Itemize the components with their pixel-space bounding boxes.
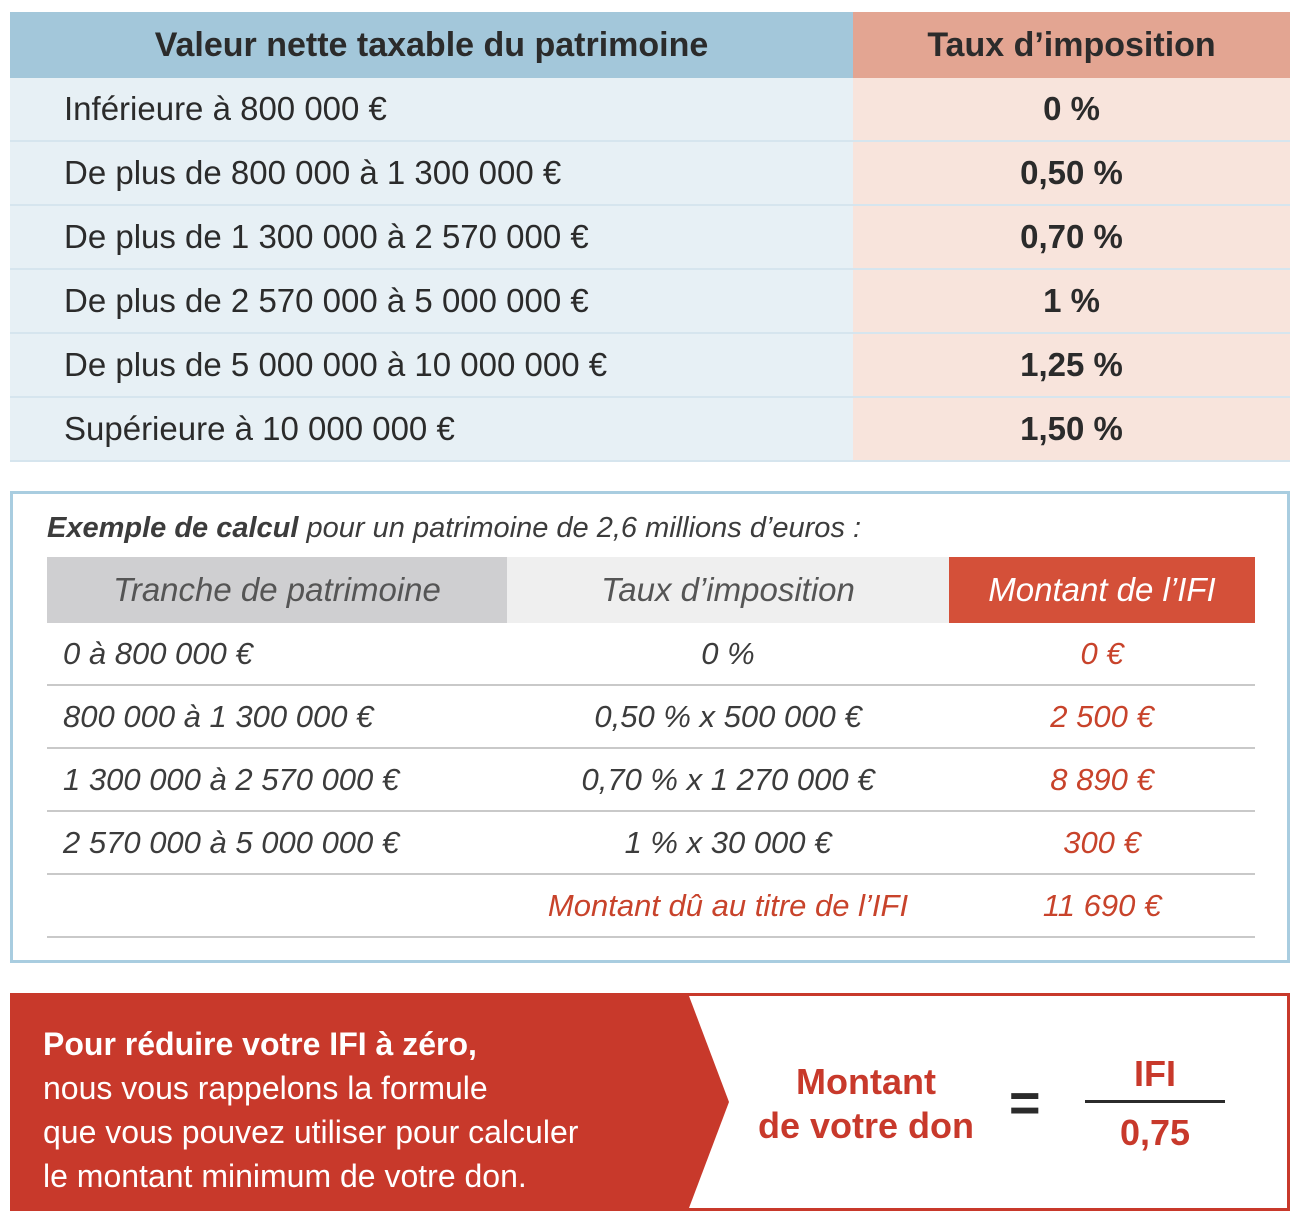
- amount-cell: 300 €: [1063, 824, 1141, 860]
- table-row: [47, 623, 1255, 686]
- formula-text-line: que vous pouvez utiliser pour calculer: [43, 1114, 579, 1150]
- bracket-cell: De plus de 1 300 000 à 2 570 000 €: [10, 206, 853, 268]
- header-tax-rate: Taux d’imposition: [853, 12, 1290, 78]
- amount-cell: 0 €: [1080, 635, 1124, 671]
- donation-label-line2: de votre don: [757, 1105, 975, 1146]
- bracket-cell: 800 000 à 1 300 000 €: [63, 698, 374, 734]
- bracket-cell: Supérieure à 10 000 000 €: [10, 398, 853, 460]
- rate-cell: 1,25 %: [853, 334, 1290, 396]
- header-amount: Montant de l’IFI: [949, 557, 1255, 623]
- amount-cell: 8 890 €: [1050, 761, 1154, 797]
- table-row: [47, 686, 1255, 749]
- bracket-cell: 1 300 000 à 2 570 000 €: [63, 761, 400, 797]
- total-amount: 11 690 €: [1042, 887, 1162, 923]
- rate-cell: 0,70 %: [853, 206, 1290, 268]
- calc-cell: 0,70 % x 1 270 000 €: [581, 761, 875, 797]
- example-title: [47, 512, 861, 545]
- amount-cell: 2 500 €: [1050, 698, 1154, 734]
- bracket-cell: Inférieure à 800 000 €: [10, 78, 853, 140]
- header-net-value: Valeur nette taxable du patrimoine: [10, 12, 853, 78]
- calc-cell: 0 %: [701, 635, 755, 671]
- formula-text-line: nous vous rappelons la formule: [43, 1070, 488, 1106]
- bracket-cell: De plus de 2 570 000 à 5 000 000 €: [10, 270, 853, 332]
- example-title-rest: pour un patrimoine de 2,6 millions d’euros :: [298, 512, 862, 544]
- formula-banner: [10, 993, 1290, 1211]
- calc-cell: 0,50 % x 500 000 €: [594, 698, 862, 734]
- rate-cell: 1 %: [853, 270, 1290, 332]
- equals-sign: =: [1009, 1073, 1041, 1133]
- bracket-cell: 0 à 800 000 €: [63, 635, 253, 671]
- header-rate: Taux d’imposition: [507, 557, 949, 623]
- total-row: [47, 875, 1255, 938]
- header-bracket: Tranche de patrimoine: [47, 557, 507, 623]
- rate-table-header: [10, 12, 1290, 78]
- rate-table: [10, 12, 1290, 462]
- formula-heading: Pour réduire votre IFI à zéro,: [43, 1026, 477, 1062]
- fraction: [1085, 1050, 1225, 1157]
- rate-cell: 0,50 %: [853, 142, 1290, 204]
- empty-cell: [47, 875, 507, 936]
- donation-amount-label: [751, 1060, 981, 1148]
- donation-label-line1: Montant: [796, 1061, 936, 1102]
- fraction-numerator: IFI: [1134, 1053, 1176, 1094]
- example-title-bold: Exemple de calcul: [47, 512, 299, 544]
- formula-text-line: le montant minimum de votre don.: [43, 1158, 527, 1194]
- calc-cell: 1 % x 30 000 €: [624, 824, 832, 860]
- table-row: [10, 334, 1290, 398]
- rate-cell: 0 %: [853, 78, 1290, 140]
- rate-cell: 1,50 %: [853, 398, 1290, 460]
- example-table-header: [47, 557, 1255, 623]
- formula-explanation: [43, 1022, 693, 1198]
- table-row: [10, 206, 1290, 270]
- table-row: [10, 78, 1290, 142]
- table-row: [10, 142, 1290, 206]
- bracket-cell: De plus de 800 000 à 1 300 000 €: [10, 142, 853, 204]
- table-row: [10, 398, 1290, 462]
- example-calculation-box: [10, 491, 1290, 963]
- table-row: [47, 812, 1255, 875]
- fraction-denominator: 0,75: [1119, 1112, 1191, 1153]
- fraction-bar: [1085, 1100, 1225, 1103]
- table-row: [10, 270, 1290, 334]
- total-label: Montant dû au titre de l’IFI: [547, 887, 909, 923]
- table-row: [47, 749, 1255, 812]
- bracket-cell: 2 570 000 à 5 000 000 €: [63, 824, 400, 860]
- example-table: [47, 557, 1255, 938]
- bracket-cell: De plus de 5 000 000 à 10 000 000 €: [10, 334, 853, 396]
